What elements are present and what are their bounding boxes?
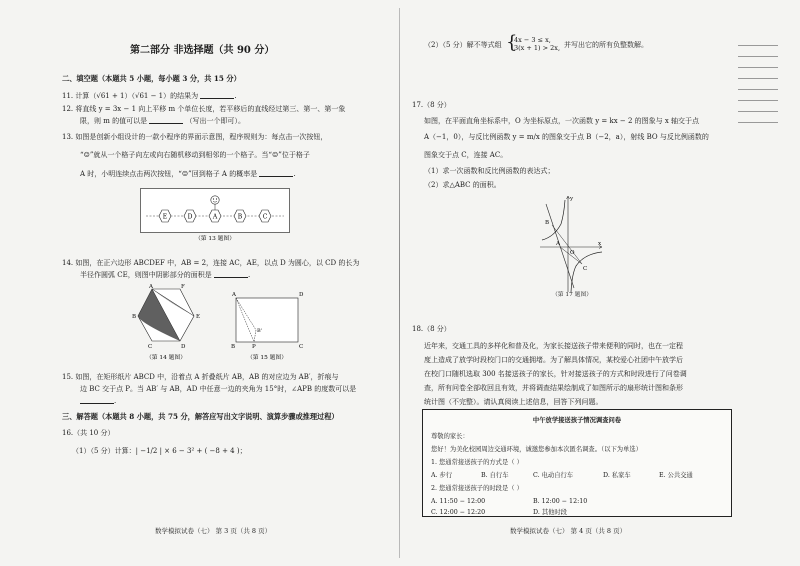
figure-17 [536,192,606,300]
survey-title: 中午放学接送孩子情况调查问卷 [532,417,622,424]
survey-option-2d: D. 其他时段 [533,509,568,516]
question-18-line-5: 统计图（不完整）。请认真阅读上述信息，回答下列问题。 [424,398,603,406]
question-15-text: 边 BC 交于点 P。当 AB′ 与 AB，AD 中任意一边的夹角为 15°时，∠APB 的度数可以是 [80,385,357,393]
question-16-part-1: （1）（5 分）计算：| −1/2 | × 6 − 3² + ( −8 + 4 )； [72,447,247,455]
cell-b [234,210,246,222]
question-14-line-1: 14. 如图，在正六边形 ABCDEF 中，AB = 2，连接 AC，AE，以点 D 为圆心，以 CD 的长为 [62,259,360,267]
question-14-text: 半径作圆弧 CE，则图中阴影部分的面积是 [80,271,212,279]
point-label: O [570,250,575,256]
question-18-line-1: 近年来，交通工具的多样化和普及化，为家长接送孩子带来便利的同时，也在一定程 [424,342,683,350]
vertex-label: C [148,344,153,350]
axis-label-x: x [598,241,602,247]
brace-symbol: { [506,32,518,53]
vertex-label: E [196,314,201,320]
inequality-2: 3(x + 1) > 2x, [514,44,561,52]
question-18-line-3: 在校门口随机选取 300 名接送孩子的家长，针对接送孩子的方式和时段进行了问卷调 [424,370,687,378]
survey-question-2: 2. 您通常接送孩子的时段是（ ） [431,485,523,492]
question-17-line-1: 如图，在平面直角坐标系中，O 为坐标原点，一次函数 y = kx − 2 的图象与 x 轴交于点 [424,117,700,125]
answer-blank [214,270,248,278]
question-17-sub-2: （2）求△ABC 的面积。 [424,181,501,189]
vertex-label: C [299,344,304,350]
question-17-line-2: A（−1，0），与反比例函数 y = m/x 的图象交于点 B（−2，a），射线 BO 与反比例函数的 [424,133,709,141]
question-17: 17.（8 分） [412,101,451,109]
question-16-part-2-suffix: 并写出它的所有负整数解。 [564,41,648,49]
survey-option-2b: B. 12:00 − 12:10 [533,498,588,505]
vertex-label: D [181,344,186,350]
question-16: 16.（共 10 分） [62,429,115,437]
survey-option-1d: D. 私家车 [603,472,631,479]
figure-15 [228,290,310,362]
question-18-line-2: 度上造成了放学时段校门口的交通拥堵。为了解具体情况，某校爱心社团中午放学后 [424,356,683,364]
question-15-line-2 [80,384,356,394]
answer-blank [200,91,234,99]
question-12-line-2 [80,116,245,126]
cell-a [209,210,221,222]
survey-intro: 您好！为美化校园周边交通环境，诚邀您参加本次匿名调查。（以下为单选） [431,446,642,453]
answer-blank [259,169,293,177]
point-label: B [545,220,550,226]
question-18: 18.（8 分） [412,325,451,333]
point-label: A [556,241,560,247]
binding-margin-lines [738,45,778,133]
solve-section-heading: 三、解答题（本题共 8 小题，共 75 分，解答应写出文字说明、演算步骤或推理过程） [62,412,339,421]
svg-text:A: A [212,213,218,221]
linear-function-line [546,204,574,288]
answer-blank [80,396,114,404]
vertex-label: A [149,284,153,290]
fill-in-section-heading: 二、填空题（本题共 5 小题，每小题 3 分，共 15 分） [62,74,241,83]
question-11-text: 11. 计算（√61 + 1）（√61 − 1）的结果为 [62,92,199,100]
question-16-part-2-prefix: （2）（5 分）解不等式组 [424,41,502,49]
page-4-footer: 数学模拟试卷（七） 第 4 页（共 8 页） [510,527,627,535]
survey-greeting: 尊敬的家长： [431,433,469,440]
vertex-label: B [132,314,137,320]
vertex-label: F [181,284,185,290]
survey-option-2c: C. 12:00 − 12:20 [431,509,486,516]
question-17-sub-1: （1）求一次函数和反比例函数的表达式； [424,167,555,175]
question-13-line-2: “☺”就从一个格子向左或向右随机移动到相邻的一个格子。当“☺”位于格子 [80,151,310,159]
svg-text:D: D [187,213,193,221]
survey-option-1b: B. 自行车 [481,472,509,479]
svg-text:B: B [237,213,243,221]
vertex-label: P [252,344,256,350]
survey-option-1a: A. 步行 [431,472,453,479]
question-14-line-2: 半径作圆弧 CE，则图中阴影部分的面积是 . [80,271,251,279]
axis-label-y: y [570,196,574,202]
cell-e [159,210,171,222]
question-13-text: A 时，小明连续点击两次按钮，“☺”回到格子 A 的概率是 [80,170,258,178]
hyperbola-branch-lower-right [571,252,602,292]
question-18-line-4: 查，所有问卷全部收回且有效，并将调查结果绘制成了如图所示的扇形统计图和条形 [424,384,683,392]
rectangle-abcd [236,298,298,342]
question-12-line-1: 12. 将直线 y = 3x − 1 向上平移 m 个单位长度，若平移后的直线经过第三、第一、第一象 [62,105,346,113]
svg-text:E: E [162,213,168,221]
vertex-label: D [299,292,304,298]
figure-14-caption: （第 14 题图） [145,355,187,361]
vertex-label: B [231,344,236,350]
question-12-tail: （写出一个即可）。 [185,117,246,125]
inequality-1: 4x − 3 ≤ x, [514,36,551,44]
part-title: 第二部分 非选择题（共 90 分） [130,45,275,56]
cell-d [184,210,196,222]
survey-question-1: 1. 您通常接送孩子的方式是（ ） [431,459,523,466]
figure-13-caption: （第 13 题图） [194,236,236,242]
question-15-line-1: 15. 如图，在矩形纸片 ABCD 中，沿着点 A 折叠纸片 AB，AB 的对应边为 AB′，折痕与 [62,373,339,381]
question-13-line-3: A 时，小明连续点击两次按钮，“☺”回到格子 A 的概率是 . [80,170,296,178]
vertex-label: B' [257,328,263,334]
question-17-line-3: 图象交于点 C，连接 AC。 [424,151,508,159]
figure-13 [140,188,290,243]
answer-blank [149,116,183,124]
figure-15-caption: （第 15 题图） [246,355,288,361]
survey-option-1c: C. 电动自行车 [533,472,574,479]
cell-c [259,210,271,222]
question-12-text: 限，则 m 的值可以是 [80,117,148,125]
question-11: 11. 计算（√61 + 1）（√61 − 1）的结果为 . [62,92,237,100]
figure-14 [130,283,210,361]
figure-17-caption: （第 17 题图） [552,292,593,298]
survey-option-1e: E. 公共交通 [659,472,693,479]
survey-option-2a: A. 11:50 − 12:00 [431,498,486,505]
question-13-line-1: 13. 如图是创新小组设计的一款小程序的界面示意图，程序规则为：每点击一次按钮， [62,133,328,141]
survey-questionnaire [422,409,732,517]
inequality-system [506,32,561,53]
question-15-blank: . [80,396,116,406]
page-3-footer: 数学模拟试卷（七） 第 3 页（共 8 页） [155,527,272,535]
point-label: C [583,266,588,272]
vertex-label: A [232,292,236,298]
svg-text:C: C [262,213,268,221]
